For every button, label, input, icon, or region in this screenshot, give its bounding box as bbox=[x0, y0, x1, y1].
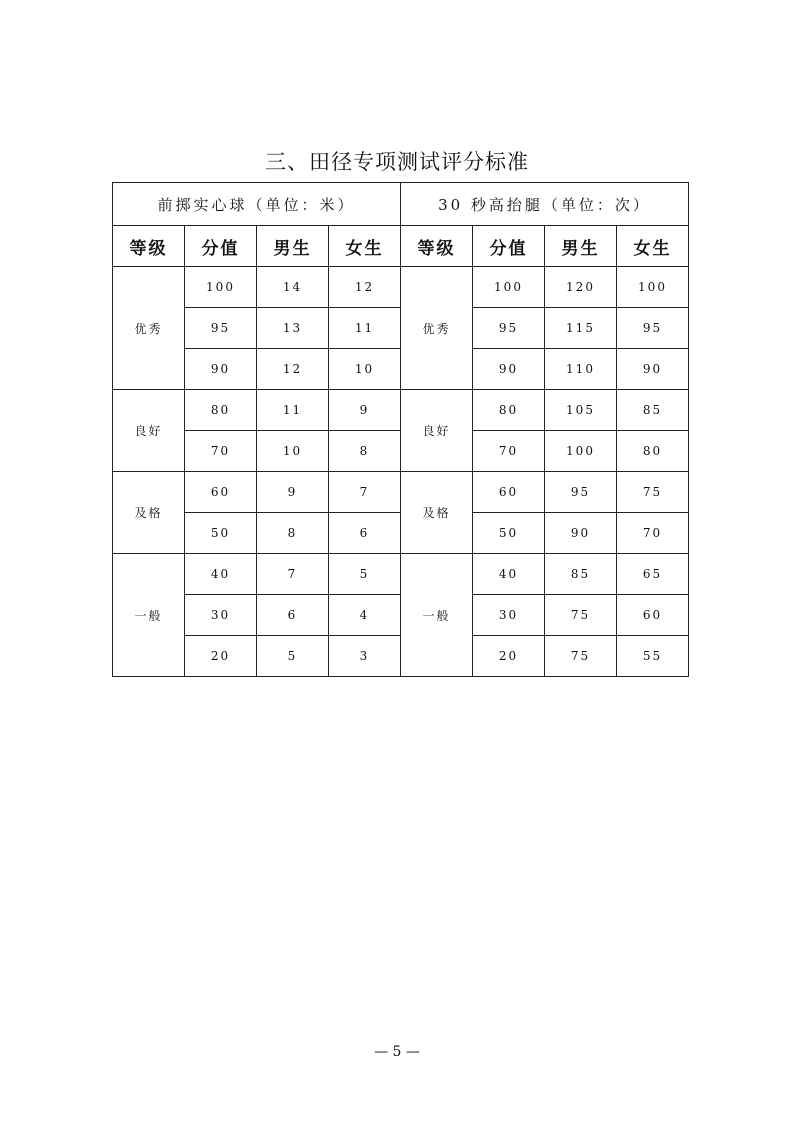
male-value-cell: 6 bbox=[257, 595, 329, 636]
score-cell: 80 bbox=[185, 390, 257, 431]
female-value-cell: 60 bbox=[617, 595, 689, 636]
male-value-cell: 110 bbox=[545, 349, 617, 390]
female-value-cell: 100 bbox=[617, 267, 689, 308]
score-cell: 20 bbox=[473, 636, 545, 677]
section-header-high-knees: 30 秒高抬腿（单位：次） bbox=[401, 183, 689, 226]
male-value-cell: 5 bbox=[257, 636, 329, 677]
female-value-cell: 85 bbox=[617, 390, 689, 431]
score-cell: 90 bbox=[185, 349, 257, 390]
male-value-cell: 12 bbox=[257, 349, 329, 390]
score-cell: 95 bbox=[185, 308, 257, 349]
score-cell: 95 bbox=[473, 308, 545, 349]
grade-cell: 及格 bbox=[401, 472, 473, 554]
score-cell: 40 bbox=[473, 554, 545, 595]
score-cell: 50 bbox=[473, 513, 545, 554]
male-value-cell: 11 bbox=[257, 390, 329, 431]
column-header-score: 分值 bbox=[185, 226, 257, 267]
column-header-male: 男生 bbox=[257, 226, 329, 267]
female-value-cell: 95 bbox=[617, 308, 689, 349]
female-value-cell: 8 bbox=[329, 431, 401, 472]
score-cell: 60 bbox=[185, 472, 257, 513]
grade-cell: 良好 bbox=[113, 390, 185, 472]
section-header-row bbox=[113, 183, 689, 226]
score-cell: 60 bbox=[473, 472, 545, 513]
section-header-shot-put: 前掷实心球（单位：米） bbox=[113, 183, 401, 226]
male-value-cell: 120 bbox=[545, 267, 617, 308]
female-value-cell: 55 bbox=[617, 636, 689, 677]
female-value-cell: 5 bbox=[329, 554, 401, 595]
grade-cell: 良好 bbox=[401, 390, 473, 472]
male-value-cell: 13 bbox=[257, 308, 329, 349]
female-value-cell: 65 bbox=[617, 554, 689, 595]
male-value-cell: 100 bbox=[545, 431, 617, 472]
male-value-cell: 9 bbox=[257, 472, 329, 513]
female-value-cell: 10 bbox=[329, 349, 401, 390]
score-cell: 70 bbox=[473, 431, 545, 472]
female-value-cell: 6 bbox=[329, 513, 401, 554]
grade-cell: 一般 bbox=[401, 554, 473, 677]
score-cell: 90 bbox=[473, 349, 545, 390]
column-header-grade: 等级 bbox=[401, 226, 473, 267]
scoring-standard-table bbox=[112, 182, 689, 677]
male-value-cell: 115 bbox=[545, 308, 617, 349]
male-value-cell: 90 bbox=[545, 513, 617, 554]
male-value-cell: 75 bbox=[545, 595, 617, 636]
score-cell: 30 bbox=[185, 595, 257, 636]
male-value-cell: 95 bbox=[545, 472, 617, 513]
column-header-grade: 等级 bbox=[113, 226, 185, 267]
male-value-cell: 14 bbox=[257, 267, 329, 308]
male-value-cell: 75 bbox=[545, 636, 617, 677]
female-value-cell: 9 bbox=[329, 390, 401, 431]
female-value-cell: 75 bbox=[617, 472, 689, 513]
table-row bbox=[113, 554, 689, 595]
male-value-cell: 85 bbox=[545, 554, 617, 595]
page-title: 三、田径专项测试评分标准 bbox=[265, 150, 529, 174]
male-value-cell: 105 bbox=[545, 390, 617, 431]
female-value-cell: 12 bbox=[329, 267, 401, 308]
male-value-cell: 8 bbox=[257, 513, 329, 554]
male-value-cell: 7 bbox=[257, 554, 329, 595]
grade-cell: 及格 bbox=[113, 472, 185, 554]
female-value-cell: 11 bbox=[329, 308, 401, 349]
female-value-cell: 90 bbox=[617, 349, 689, 390]
female-value-cell: 3 bbox=[329, 636, 401, 677]
column-header-row bbox=[113, 226, 689, 267]
female-value-cell: 4 bbox=[329, 595, 401, 636]
column-header-female: 女生 bbox=[329, 226, 401, 267]
table-row bbox=[113, 390, 689, 431]
column-header-score: 分值 bbox=[473, 226, 545, 267]
score-cell: 80 bbox=[473, 390, 545, 431]
column-header-male: 男生 bbox=[545, 226, 617, 267]
score-cell: 30 bbox=[473, 595, 545, 636]
grade-cell: 优秀 bbox=[401, 267, 473, 390]
score-cell: 50 bbox=[185, 513, 257, 554]
score-cell: 40 bbox=[185, 554, 257, 595]
female-value-cell: 80 bbox=[617, 431, 689, 472]
grade-cell: 优秀 bbox=[113, 267, 185, 390]
score-cell: 100 bbox=[473, 267, 545, 308]
score-cell: 100 bbox=[185, 267, 257, 308]
page-number: — 5 — bbox=[374, 1044, 420, 1060]
grade-cell: 一般 bbox=[113, 554, 185, 677]
female-value-cell: 70 bbox=[617, 513, 689, 554]
table-row bbox=[113, 267, 689, 308]
column-header-female: 女生 bbox=[617, 226, 689, 267]
score-cell: 70 bbox=[185, 431, 257, 472]
male-value-cell: 10 bbox=[257, 431, 329, 472]
score-cell: 20 bbox=[185, 636, 257, 677]
female-value-cell: 7 bbox=[329, 472, 401, 513]
table-row bbox=[113, 472, 689, 513]
